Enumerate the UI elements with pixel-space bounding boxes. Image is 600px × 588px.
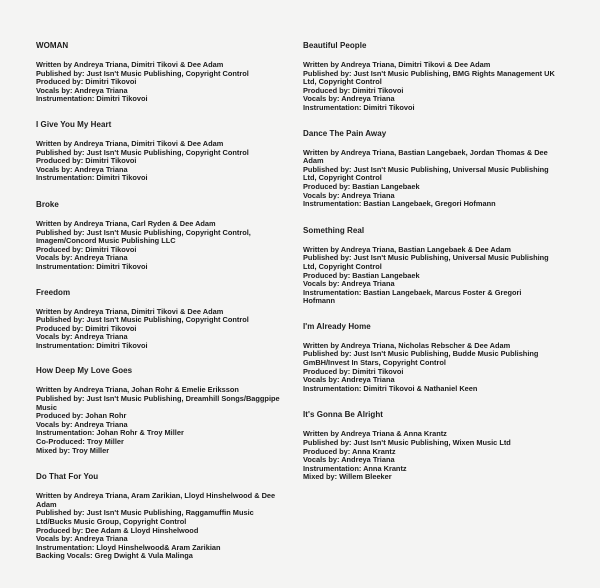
song-title: WOMAN bbox=[36, 41, 69, 50]
credit-line: Adam bbox=[303, 156, 324, 166]
credit-line: Hofmann bbox=[303, 296, 336, 306]
credit-line: Imagem/Concord Music Publishing LLC bbox=[36, 236, 176, 246]
song-title: Do That For You bbox=[36, 472, 99, 482]
credit-line: Published by: Just Isn't Music Publishing, Copyright Control bbox=[36, 315, 249, 325]
credit-line: Ltd, Copyright Control bbox=[303, 173, 382, 183]
credit-line: Vocals by: Andreya Triana bbox=[303, 279, 395, 289]
credit-line: Produced by: Bastian Langebaek bbox=[303, 270, 420, 280]
credit-line: Written by Andreya Triana, Aram Zarikian, Lloyd Hinshelwood & Dee bbox=[36, 491, 276, 501]
song-credit-block bbox=[303, 226, 571, 306]
credit-line: Vocals by: Andreya Triana bbox=[303, 190, 395, 200]
credit-line: Instrumentation: Dimitri Tikovoi bbox=[303, 102, 415, 112]
credit-line: Vocals by: Andreya Triana bbox=[36, 253, 128, 263]
credit-line: Instrumentation: Dimitri Tikovoi bbox=[36, 94, 148, 104]
left-credits-column bbox=[36, 41, 298, 561]
credit-line: Written by Andreya Triana, Bastian Langebaek, Jordan Thomas & Dee bbox=[303, 147, 548, 157]
credit-line: Written by Andreya Triana, Johan Rohr & Emelie Eriksson bbox=[36, 385, 239, 395]
credit-line: Vocals by: Andreya Triana bbox=[36, 332, 128, 342]
credit-line: Vocals by: Andreya Triana bbox=[36, 85, 128, 95]
credit-line: GmBH/Invest In Stars, Copyright Control bbox=[303, 358, 446, 368]
credit-line: Vocals by: Andreya Triana bbox=[303, 375, 395, 385]
song-credit-block bbox=[303, 322, 571, 394]
credit-line: Music bbox=[36, 402, 57, 412]
credit-line: Produced by: Dimitri Tikovoi bbox=[303, 366, 404, 376]
song-credit-block bbox=[36, 366, 298, 455]
song-credit-block bbox=[36, 472, 298, 561]
credit-line: Produced by: Bastian Langebaek bbox=[303, 181, 420, 191]
credit-line: Written by Andreya Triana, Nicholas Rebscher & Dee Adam bbox=[303, 340, 511, 350]
credit-line: Written by Andreya Triana, Carl Ryden & Dee Adam bbox=[36, 218, 216, 228]
credit-line: Produced by: Dimitri Tikovoi bbox=[303, 85, 404, 95]
credit-line: Instrumentation: Johan Rohr & Troy Miller bbox=[36, 428, 184, 438]
credit-line: Published by: Just Isn't Music Publishing, Copyright Control bbox=[36, 147, 249, 157]
credit-line: Published by: Just Isn't Music Publishing, BMG Rights Management UK bbox=[303, 68, 555, 78]
song-credit-block bbox=[36, 120, 298, 183]
credit-line: Vocals by: Andreya Triana bbox=[36, 534, 128, 544]
credit-line: Written by Andreya Triana & Anna Krantz bbox=[303, 429, 447, 439]
credit-line: Instrumentation: Dimitri Tikovoi bbox=[36, 173, 148, 183]
credit-line: Instrumentation: Dimitri Tikovoi bbox=[36, 340, 148, 350]
credit-line: Published by: Just Isn't Music Publishing, Dreamhill Songs/Baggpipe bbox=[36, 394, 280, 404]
credit-line: Backing Vocals: Greg Dwight & Vula Malinga bbox=[36, 551, 193, 561]
credit-line: Produced by: Dimitri Tikovoi bbox=[36, 244, 137, 254]
song-title: I'm Already Home bbox=[303, 321, 371, 331]
right-credits-column bbox=[303, 41, 571, 482]
credit-line: Produced by: Dimitri Tikovoi bbox=[36, 77, 137, 87]
credit-line: Produced by: Johan Rohr bbox=[36, 411, 127, 421]
credit-line: Published by: Just Isn't Music Publishing, Universal Music Publishing bbox=[303, 253, 549, 263]
credit-line: Mixed by: Troy Miller bbox=[36, 445, 110, 455]
song-title: How Deep My Love Goes bbox=[36, 366, 133, 376]
credit-line: Written by Andreya Triana, Bastian Langebaek & Dee Adam bbox=[303, 244, 511, 254]
credit-line: Written by Andreya Triana, Dimitri Tikovi & Dee Adam bbox=[303, 60, 491, 69]
credit-line: Mixed by: Willem Bleeker bbox=[303, 472, 392, 482]
song-title: Something Real bbox=[303, 225, 365, 235]
credit-line: Published by: Just Isn't Music Publishing, Copyright Control, bbox=[36, 227, 251, 237]
credit-line: Ltd, Copyright Control bbox=[303, 261, 382, 271]
credit-line: Produced by: Dimitri Tikovoi bbox=[36, 323, 137, 333]
credit-line: Ltd/Bucks Music Group, Copyright Control bbox=[36, 517, 187, 526]
song-credit-block bbox=[303, 129, 571, 209]
credit-line: Published by: Just Isn't Music Publishing, Budde Music Publishing bbox=[303, 349, 539, 359]
credit-line: Vocals by: Andreya Triana bbox=[36, 419, 128, 429]
credit-line: Published by: Just Isn't Music Publishing, Raggamuffin Music bbox=[36, 508, 254, 518]
song-credit-block bbox=[303, 41, 571, 113]
credit-line: Vocals by: Andreya Triana bbox=[303, 455, 395, 465]
song-title: Beautiful People bbox=[303, 41, 367, 50]
credit-line: Instrumentation: Anna Krantz bbox=[303, 463, 407, 473]
credit-line: Vocals by: Andreya Triana bbox=[303, 94, 395, 104]
song-title: Broke bbox=[36, 199, 59, 209]
credit-line: Published by: Just Isn't Music Publishing, Copyright Control bbox=[36, 68, 249, 78]
credit-line: Instrumentation: Dimitri Tikovoi & Nathaniel Keen bbox=[303, 383, 478, 393]
credit-line: Written by Andreya Triana, Dimitri Tikovi & Dee Adam bbox=[36, 306, 224, 316]
credit-line: Vocals by: Andreya Triana bbox=[36, 164, 128, 174]
credit-line: Produced by: Anna Krantz bbox=[303, 446, 396, 456]
credit-line: Instrumentation: Dimitri Tikovoi bbox=[36, 261, 148, 271]
credit-line: Ltd, Copyright Control bbox=[303, 77, 382, 87]
song-title: I Give You My Heart bbox=[36, 119, 112, 129]
credit-line: Instrumentation: Bastian Langebaek, Gregori Hofmann bbox=[303, 199, 496, 209]
credit-line: Written by Andreya Triana, Dimitri Tikovi & Dee Adam bbox=[36, 60, 224, 69]
song-title: Freedom bbox=[36, 287, 71, 297]
credit-line: Produced by: Dee Adam & Lloyd Hinshelwood bbox=[36, 525, 199, 535]
credit-line: Adam bbox=[36, 499, 57, 509]
song-title: Dance The Pain Away bbox=[303, 128, 387, 138]
credit-line: Instrumentation: Lloyd Hinshelwood& Aram Zarikian bbox=[36, 542, 221, 552]
song-credit-block bbox=[303, 410, 571, 482]
song-credit-block bbox=[36, 200, 298, 272]
song-credit-block bbox=[36, 288, 298, 351]
credit-line: Instrumentation: Bastian Langebaek, Marcus Foster & Gregori bbox=[303, 287, 522, 297]
credit-line: Co-Produced: Troy Miller bbox=[36, 437, 124, 447]
song-title: It's Gonna Be Alright bbox=[303, 410, 383, 420]
credit-line: Published by: Just Isn't Music Publishing, Wixen Music Ltd bbox=[303, 438, 511, 448]
credit-line: Produced by: Dimitri Tikovoi bbox=[36, 156, 137, 166]
song-credit-block bbox=[36, 41, 298, 104]
credit-line: Written by Andreya Triana, Dimitri Tikovi & Dee Adam bbox=[36, 138, 224, 148]
credit-line: Published by: Just Isn't Music Publishing, Universal Music Publishing bbox=[303, 164, 549, 174]
